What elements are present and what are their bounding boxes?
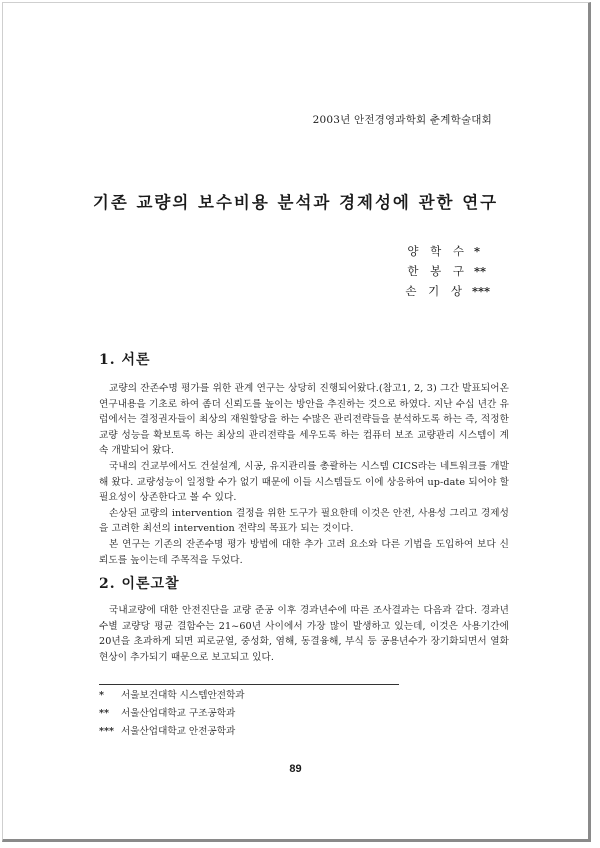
section-body-theory [99,603,509,665]
section-heading-theory: 2. 이론고찰 [99,576,180,592]
author-list [405,241,490,301]
footnote-list [99,687,245,741]
page-number: 89 [289,763,302,775]
footnote-item [99,723,245,741]
footnote-text: 서울산업대학교 구조공학과 [121,708,236,719]
author-affiliation-mark: * [474,244,481,258]
footnote-divider [99,684,399,685]
author-item [405,261,490,281]
paragraph: 교량의 잔존수명 평가를 위한 관계 연구는 상당히 진행되어왔다.(참고1, 2, 3) 그간 발표되어온 연구내용을 기초로 하여 좀더 신뢰도를 높이는 방안을 추진하는 것으로 하였다. 지난 수십 년간 유럽에서는 결정권자들이 최상의 재원할당을 하는 수많은 관리전략들을 분석하도록 하는 즉, 적정한 교량 성능을 확보토록 하는 최상의 관리전략을 세우도록 하는 컴퓨터 보조 교량관리 시스템이 계속 개발되어 왔다. [99,383,509,457]
paragraph: 손상된 교량의 intervention 결정을 위한 도구가 필요한데 이것은 안전, 사용성 그리고 경제성을 고려한 최선의 intervention 전략의 목표가 되는 것이다. [99,507,509,535]
author-affiliation-mark: ** [474,264,487,278]
footnote-item [99,705,245,723]
section-heading-introduction: 1. 서론 [99,352,151,368]
footnote-item [99,687,245,705]
paragraph: 국내교량에 대한 안전진단을 교량 준공 이후 경과년수에 따른 조사결과는 다음과 같다. 경과년수별 교량당 평균 결함수는 21~60년 사이에서 가장 많이 발생하고 있는데, 이것은 사용기간에 20년을 초과하게 되면 피로균열, 중성화, 염해, 동결융해, 부식 등 공용년수가 장기화되면서 열화현상이 추가되기 때문으로 보고되고 있다. [99,605,509,663]
author-name: 양 학 수 [407,244,468,258]
footnote-text: 서울산업대학교 안전공학과 [121,726,236,737]
paragraph: 국내의 건교부에서도 건설설계, 시공, 유지관리를 총괄하는 시스템 CICS라는 네트워크를 개발해 왔다. 교량성능이 일정할 수가 없기 때문에 이들 시스템들도 이에 상응하여 up-date 되어야 할 필요성이 상존한다고 볼 수 있다. [99,460,509,504]
author-item [405,281,490,301]
author-affiliation-mark: *** [471,284,490,298]
footnote-mark: *** [99,726,115,737]
paper-page [2,2,591,842]
section-body-introduction [99,381,509,568]
paragraph: 본 연구는 기존의 잔존수명 평가 방법에 대한 추가 고려 요소와 다른 기법을 도입하여 보다 신뢰도를 높이는데 주목적을 두었다. [99,538,509,566]
author-item [405,241,490,261]
author-name: 손 기 상 [405,284,466,298]
conference-header: 2003년 안전경영과학회 춘계학술대회 [312,114,492,126]
author-name: 한 봉 구 [407,264,468,278]
paper-title: 기존 교량의 보수비용 분석과 경제성에 관한 연구 [92,193,499,212]
footnote-mark: ** [99,708,110,719]
footnote-mark: * [99,690,105,701]
footnote-text: 서울보건대학 시스템안전학과 [121,690,245,701]
